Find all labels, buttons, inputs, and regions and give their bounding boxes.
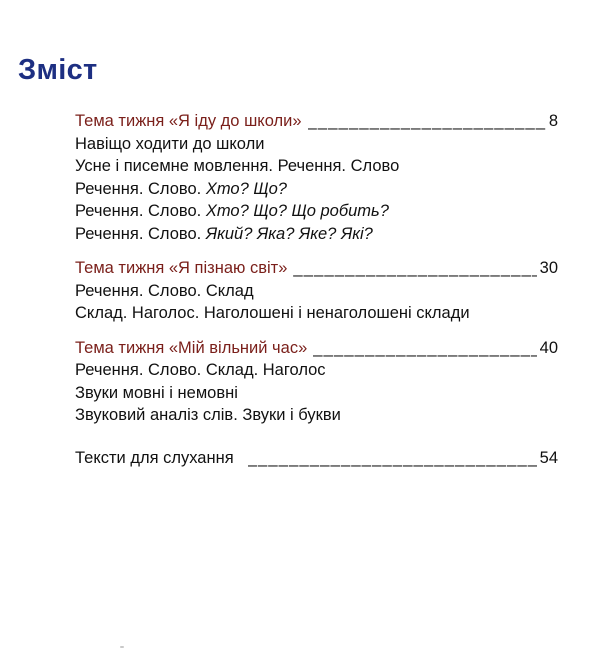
toc-entry[interactable]: [75, 133, 558, 156]
entry-text: Речення. Слово.: [75, 202, 206, 220]
theme-heading-text: Тема тижня «Я іду до школи»: [75, 112, 302, 130]
toc-entry[interactable]: [75, 155, 558, 178]
dot-leader: [248, 447, 537, 470]
entry-text: Склад. Наголос. Наголошені і ненаголошені склади: [75, 304, 470, 322]
scan-speck: [120, 646, 124, 648]
theme-heading-text: Тема тижня «Я пізнаю світ»: [75, 259, 288, 277]
table-of-contents: [75, 110, 558, 469]
entry-question: Хто? Що?: [205, 179, 287, 198]
page-number: 40: [539, 338, 558, 357]
toc-entry[interactable]: [75, 280, 558, 303]
entry-question: Хто? Що? Що робить?: [205, 202, 389, 220]
toc-section-2: [75, 257, 558, 325]
toc-theme-heading[interactable]: [75, 257, 558, 280]
entry-text: Звуковий аналіз слів. Звуки і букви: [75, 406, 341, 424]
appendix-label: Тексти для слухання: [75, 448, 234, 467]
dot-leader: [313, 337, 536, 360]
toc-entry[interactable]: [75, 178, 558, 201]
toc-appendix[interactable]: [75, 447, 558, 470]
page-number: 30: [539, 259, 558, 277]
toc-entry[interactable]: [75, 302, 558, 325]
entry-text: Усне і писемне мовлення. Речення. Слово: [75, 157, 400, 175]
toc-entry[interactable]: [75, 223, 558, 246]
toc-entry[interactable]: [75, 382, 558, 405]
entry-question: Який? Яка? Яке? Які?: [205, 224, 373, 243]
dot-leader: [293, 257, 536, 280]
toc-theme-heading[interactable]: [75, 110, 558, 133]
entry-text: Навіщо ходити до школи: [75, 134, 265, 153]
entry-text: Речення. Слово. Склад: [75, 281, 254, 300]
toc-entry[interactable]: [75, 200, 558, 223]
page-number: 54: [539, 448, 558, 467]
toc-section-1: [75, 110, 558, 245]
theme-heading-text: Тема тижня «Мій вільний час»: [75, 338, 308, 357]
toc-entry[interactable]: [75, 404, 558, 427]
entry-text: Речення. Слово.: [75, 224, 206, 243]
entry-text: Звуки мовні і немовні: [75, 383, 238, 402]
page-title: Зміст: [18, 54, 98, 86]
entry-text: Речення. Слово.: [75, 179, 206, 198]
dot-leader: [308, 110, 546, 133]
entry-text: Речення. Слово. Склад. Наголос: [75, 361, 326, 379]
toc-theme-heading[interactable]: [75, 337, 558, 360]
page-number: 8: [548, 112, 558, 130]
toc-section-3: [75, 337, 558, 427]
toc-entry[interactable]: [75, 359, 558, 382]
